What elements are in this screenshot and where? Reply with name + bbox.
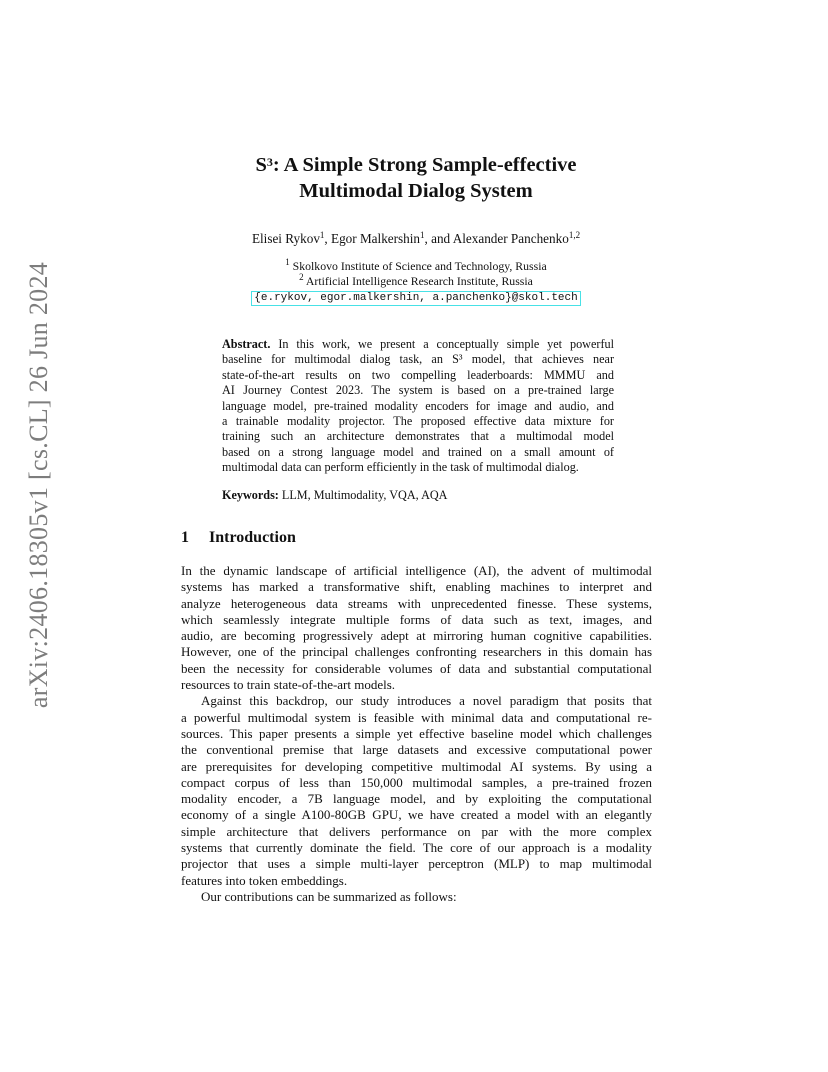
text-line: which seamlessly integrate multiple forms of data such as text, images, and <box>181 611 652 627</box>
abstract-line: based on a strong language model and trained on a small amount of <box>222 444 614 459</box>
email-link[interactable]: {e.rykov, egor.malkershin, a.panchenko}@skol.tech <box>251 291 580 306</box>
keywords-label: Keywords: <box>222 488 279 502</box>
text-line: resources to train state-of-the-art models. <box>181 677 396 693</box>
title-line-2: Multimodal Dialog System <box>299 180 533 202</box>
abstract-line: language model, pre-trained modality encoders for image and audio, and <box>222 398 614 413</box>
author-list: Elisei Rykov$^1$, Egor Malkershin$^1$, and Alexander Panchenko$^{1,2}$ <box>251 230 581 246</box>
text-line: sources. This paper presents a simple yet effective baseline model which challenges <box>181 725 652 741</box>
section-body <box>181 563 652 905</box>
section-number: 1 <box>181 529 189 546</box>
text-line: audio, are becoming progressively adept at mirroring human cognitive capabilities. <box>181 628 652 644</box>
text-line: systems that currently dominate the field. The core of our approach is a modality <box>181 840 652 856</box>
title-line-1: $S^3$: A Simple Strong Sample-effective <box>255 154 577 176</box>
section-title: Introduction <box>209 529 296 546</box>
abstract-line: AI Journey Contest 2023. The system is based on a pre-trained large <box>222 383 614 398</box>
abstract-line: state-of-the-art results on two compelling leaderboards: MMMU and <box>222 367 614 382</box>
text-line: economy of a single A100-80GB GPU, we have created a model with an elegantly <box>181 807 652 823</box>
keywords-text: LLM, Multimodality, VQA, AQA <box>278 488 448 502</box>
text-line: projector that uses a simple multi-layer perceptron (MLP) to map multimodal <box>181 856 652 872</box>
text-line: been the necessity for considerable volumes of data and substantial computational <box>181 660 652 676</box>
text-line: a powerful multimodal system is feasible with minimal data and computational re- <box>181 709 652 725</box>
affiliations <box>180 259 652 306</box>
text-line: Against this backdrop, our study introduces a novel paradigm that posits that <box>201 693 652 709</box>
abstract <box>222 337 614 476</box>
text-line: simple architecture that delivers performance on par with the more complex <box>181 823 652 839</box>
abstract-line: training such an architecture demonstrates that a multimodal model <box>222 429 614 444</box>
arxiv-identifier-text: arXiv:2406.18305v1 [cs.CL] 26 Jun 2024 <box>24 261 54 708</box>
text-line: modality encoder, a 7B language model, and by exploiting the computational <box>181 791 652 807</box>
author-name: Elisei Rykov <box>251 231 320 246</box>
abstract-line: Abstract. In this work, we present a conceptually simple yet powerful <box>222 337 614 351</box>
text-line: the conventional premise that large datasets and excessive computational power <box>181 742 652 758</box>
section-heading <box>181 528 296 548</box>
paper-title <box>180 152 652 204</box>
text-line: analyze heterogeneous data streams with unprecedented finesse. These systems, <box>181 595 652 611</box>
author-name: Egor Malkershin <box>331 231 421 246</box>
abstract-line: a trainable modality projector. The proposed effective data mixture for <box>222 414 614 429</box>
affiliation: $^2$ Artificial Intelligence Research Institute, Russia <box>299 272 533 288</box>
text-line: However, one of the principal challenges confronting researchers in this domain has <box>181 644 652 660</box>
paragraph <box>181 563 652 693</box>
paragraph <box>181 889 652 905</box>
abstract-line: baseline for multimodal dialog task, an S³ model, that achieves near <box>222 352 614 367</box>
text-line: compact corpus of less than 150,000 multimodal samples, a pre-trained frozen <box>181 774 652 790</box>
text-line: systems has marked a transformative shift, enabling machines to interpret and <box>181 579 652 595</box>
paragraph <box>181 693 652 889</box>
affiliation: $^1$ Skolkovo Institute of Science and Technology, Russia <box>285 257 547 273</box>
abstract-line: multimodal data can perform efficiently in the task of multimodal dialog. <box>222 460 579 475</box>
author-name: Alexander Panchenko <box>452 231 569 246</box>
keywords <box>222 488 614 503</box>
text-line: Our contributions can be summarized as follows: <box>201 888 457 904</box>
text-line: In the dynamic landscape of artificial intelligence (AI), the advent of multimodal <box>181 563 652 578</box>
arxiv-identifier <box>24 261 54 708</box>
text-line: are prerequisites for developing competitive multimodal AI systems. By using a <box>181 758 652 774</box>
abstract-label: Abstract. <box>222 337 271 351</box>
text-line: features into token embeddings. <box>181 872 348 888</box>
